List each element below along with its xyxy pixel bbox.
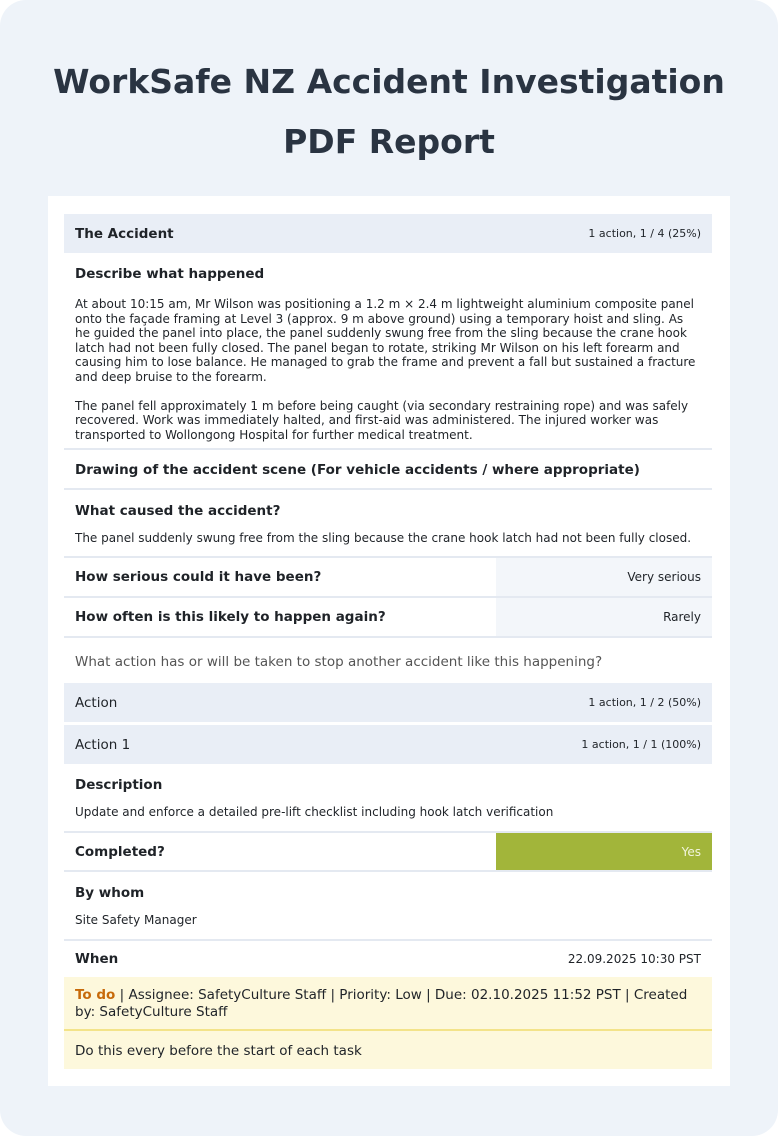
- title-line-1: WorkSafe NZ Accident Investigation: [53, 62, 725, 101]
- answer-text: The panel fell approximately 1 m before being caught (via secondary restraining rope) and was safely recovered. Work was immediately halted, and first-aid was administered. The injured worker was transported to Wollongong Hospital for further medical treatment.: [75, 398, 689, 442]
- question-label: How serious could it have been?: [75, 569, 322, 586]
- section-header-accident: [64, 214, 712, 253]
- answer-value: 22.09.2025 10:30 PST: [567, 952, 701, 967]
- completed-status-badge: Yes: [496, 833, 712, 870]
- question-label: Drawing of the accident scene (For vehicle accidents / where appropriate): [75, 462, 640, 479]
- when-question: [64, 941, 712, 977]
- answer-text: Update and enforce a detailed pre-lift checklist including hook latch verification: [75, 805, 554, 820]
- question-label: By whom: [75, 885, 145, 902]
- task-meta: | Assignee: SafetyCulture Staff | Priority: Low | Due: 02.10.2025 11:52 PST | Created by: SafetyCulture Staff: [75, 987, 688, 1021]
- serious-question: [64, 558, 712, 598]
- answer-value: Very serious: [496, 558, 712, 596]
- question-label: Describe what happened: [75, 266, 265, 282]
- section-title: The Accident: [75, 225, 174, 242]
- description-question: [64, 764, 712, 833]
- action-question: What action has or will be taken to stop another accident like this happening?: [75, 654, 603, 671]
- page-title: [0, 52, 778, 172]
- describe-question: [64, 253, 712, 450]
- answer-text: Site Safety Manager: [75, 913, 197, 928]
- action-header: [64, 683, 712, 722]
- drawing-question: [64, 450, 712, 490]
- task-status: To do: [75, 987, 116, 1004]
- section-title: Action: [75, 694, 118, 711]
- answer-value: Rarely: [496, 598, 712, 636]
- cause-question: [64, 490, 712, 558]
- section-progress: 1 action, 1 / 2 (50%): [588, 696, 701, 710]
- answer-text: At about 10:15 am, Mr Wilson was positioning a 1.2 m × 2.4 m lightweight aluminium composite panel onto the façade framing at Level 3 (approx. 9 m above ground) using a temporary hoist and sling. As he guided the panel into place, the panel suddenly swung free from the sling because the crane hook latch had not been fully closed. The panel began to rotate, striking Mr Wilson on his left forearm and causing him to lose balance. He managed to grab the frame and prevent a fall but sustained a fracture and deep bruise to the forearm.: [75, 297, 696, 384]
- question-label: When: [75, 951, 119, 968]
- report-page: [48, 196, 730, 1086]
- often-question: [64, 598, 712, 638]
- question-label: Completed?: [75, 843, 165, 860]
- bywhom-question: [64, 872, 712, 941]
- answer-text: The panel suddenly swung free from the sling because the crane hook latch had not been fully closed.: [75, 531, 692, 546]
- task-note: Do this every before the start of each task: [64, 1031, 712, 1069]
- task-details[interactable]: [64, 977, 712, 1031]
- question-label: Description: [75, 777, 163, 794]
- section-title: Action 1: [75, 736, 131, 753]
- question-label: How often is this likely to happen again?: [75, 609, 386, 626]
- section-progress: 1 action, 1 / 1 (100%): [581, 738, 701, 752]
- section-progress: 1 action, 1 / 4 (25%): [588, 227, 701, 240]
- completed-question: [64, 833, 712, 872]
- title-line-2: PDF Report: [283, 122, 495, 161]
- question-label: What caused the accident?: [75, 503, 281, 520]
- action-1-header: [64, 725, 712, 764]
